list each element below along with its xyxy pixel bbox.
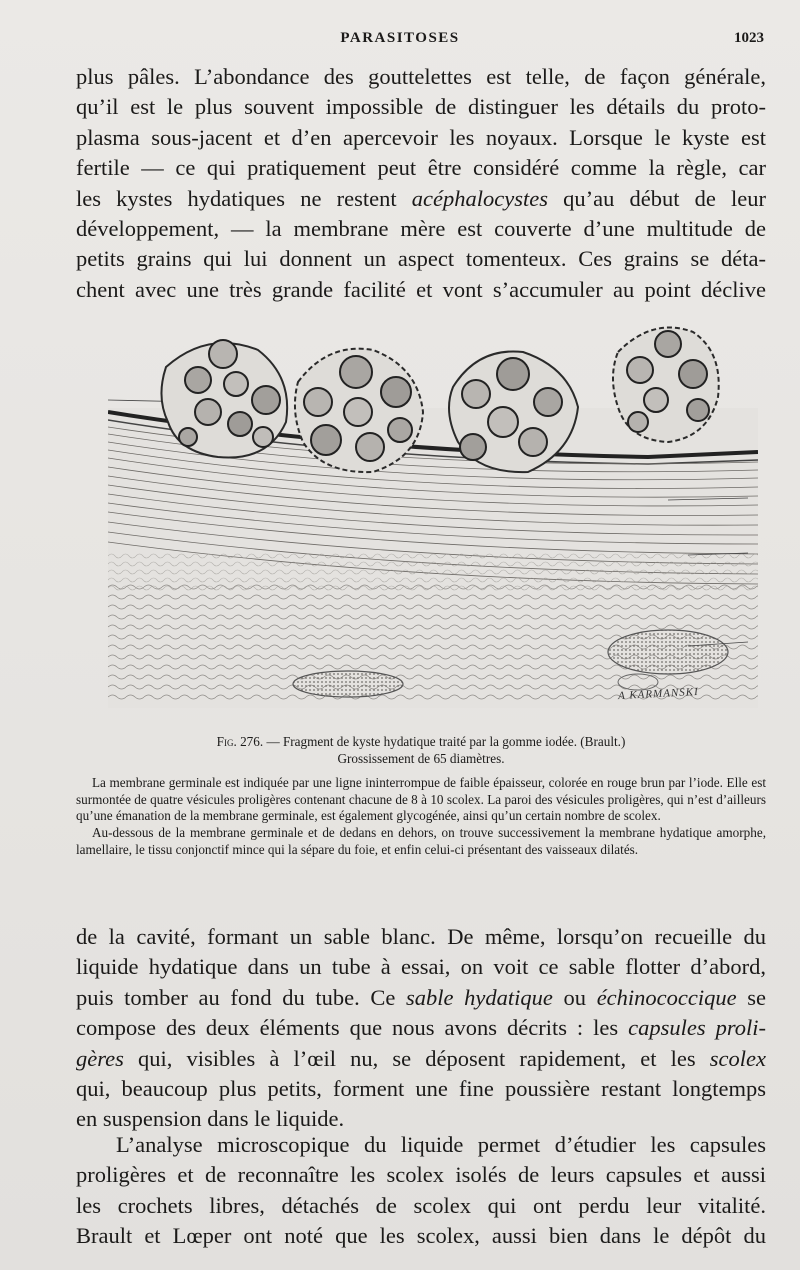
italic-term: gères xyxy=(76,1045,124,1071)
text-line: Brault et Lœper ont noté que les scolex, aussi bien dans le dépôt du xyxy=(76,1223,766,1249)
proliferous-vesicle xyxy=(161,340,287,458)
text-line: puis tomber au fond du tube. Ce sable hydatique ou échinococcique se xyxy=(76,984,766,1010)
figure-caption xyxy=(76,734,766,858)
text-line: qui, beaucoup plus petits, forment une fine poussière restant longtemps xyxy=(76,1076,766,1102)
paragraph-2 xyxy=(76,922,766,1135)
italic-term: acéphalocystes xyxy=(411,185,548,211)
italic-term: échinococcique xyxy=(596,984,737,1010)
text-line: gères qui, visibles à l’œil nu, se déposent rapidement, et les scolex xyxy=(76,1045,766,1071)
paragraph-3 xyxy=(76,1130,766,1252)
proliferous-vesicle xyxy=(295,349,423,472)
text-line: plasma sous-jacent et d’en apercevoir les noyaux. Lorsque le kyste est xyxy=(76,124,766,150)
caption-paragraph: Au-dessous de la membrane germinale et de dedans en dehors, on trouve successivement la membrane hydatique amorphe, lamellaire, le tissu conjonctif mince qui la sépare du foie, et enfin celui-ci présentant des vaisseaux dilatés. xyxy=(76,824,766,857)
text-line: proligères et de reconnaître les scolex isolés de leurs capsules et aussi xyxy=(76,1162,766,1188)
hydatid-cyst-illustration xyxy=(108,312,758,722)
text-line: fertile — ce qui pratiquement peut être considéré comme la règle, car xyxy=(76,155,766,181)
text-line: qu’il est le plus souvent impossible de distinguer les détails du proto- xyxy=(76,94,766,120)
figure-label: Fig. 276. xyxy=(216,734,264,749)
text-line: les kystes hydatiques ne restent acéphalocystes qu’au début de leur xyxy=(76,185,767,211)
caption-paragraph: La membrane germinale est indiquée par une ligne ininterrompue de faible épaisseur, colorée en rouge brun par l’iode. Elle est surmontée de quatre vésicules proligères contenant chacune de 8 à 10 scolex. La paroi des vésicules proligères, qui n’est d’ailleurs qu’une émanation de la membrane germinale, est également glycogénée, ainsi qu’un certain nombre de scolex. xyxy=(76,775,766,824)
text-line: en suspension dans le liquide. xyxy=(76,1106,345,1132)
italic-term: sable hydatique xyxy=(406,984,553,1010)
artist-signature: A KARMANSKI xyxy=(617,685,700,703)
page-number: 1023 xyxy=(734,30,764,46)
text-line: liquide hydatique dans un tube à essai, on voit ce sable flotter d’abord, xyxy=(76,954,766,980)
caption-subtitle: Grossissement de 65 diamètres. xyxy=(337,750,505,766)
page-header xyxy=(0,30,800,54)
text-line: petits grains qui lui donnent un aspect tomenteux. Ces grains se déta- xyxy=(76,246,766,272)
text-line: de la cavité, formant un sable blanc. De même, lorsqu’on recueille du xyxy=(76,924,766,949)
italic-term: capsules proli- xyxy=(628,1015,767,1041)
proliferous-vesicle xyxy=(613,328,719,443)
text-line: développement, — la membrane mère est couverte d’une multitude de xyxy=(76,216,766,242)
text-line: plus pâles. L’abondance des gouttelettes est telle, de façon générale, xyxy=(76,64,766,89)
text-line: chent avec une très grande facilité et vont s’accumuler au point déclive xyxy=(76,276,766,302)
caption-title: Fig. 276. — Fragment de kyste hydatique traité par la gomme iodée. (Brault.) xyxy=(216,734,626,749)
italic-term: scolex xyxy=(709,1045,766,1071)
text-line: les crochets libres, détachés de scolex qui ont perdu leur vitalité. xyxy=(76,1192,766,1218)
text-line: L’analyse microscopique du liquide permet d’étudier les capsules xyxy=(116,1132,766,1157)
paragraph-1 xyxy=(76,62,766,305)
running-head: PARASITOSES xyxy=(340,30,460,46)
text-line: compose des deux éléments que nous avons décrits : les capsules proli- xyxy=(76,1015,767,1041)
